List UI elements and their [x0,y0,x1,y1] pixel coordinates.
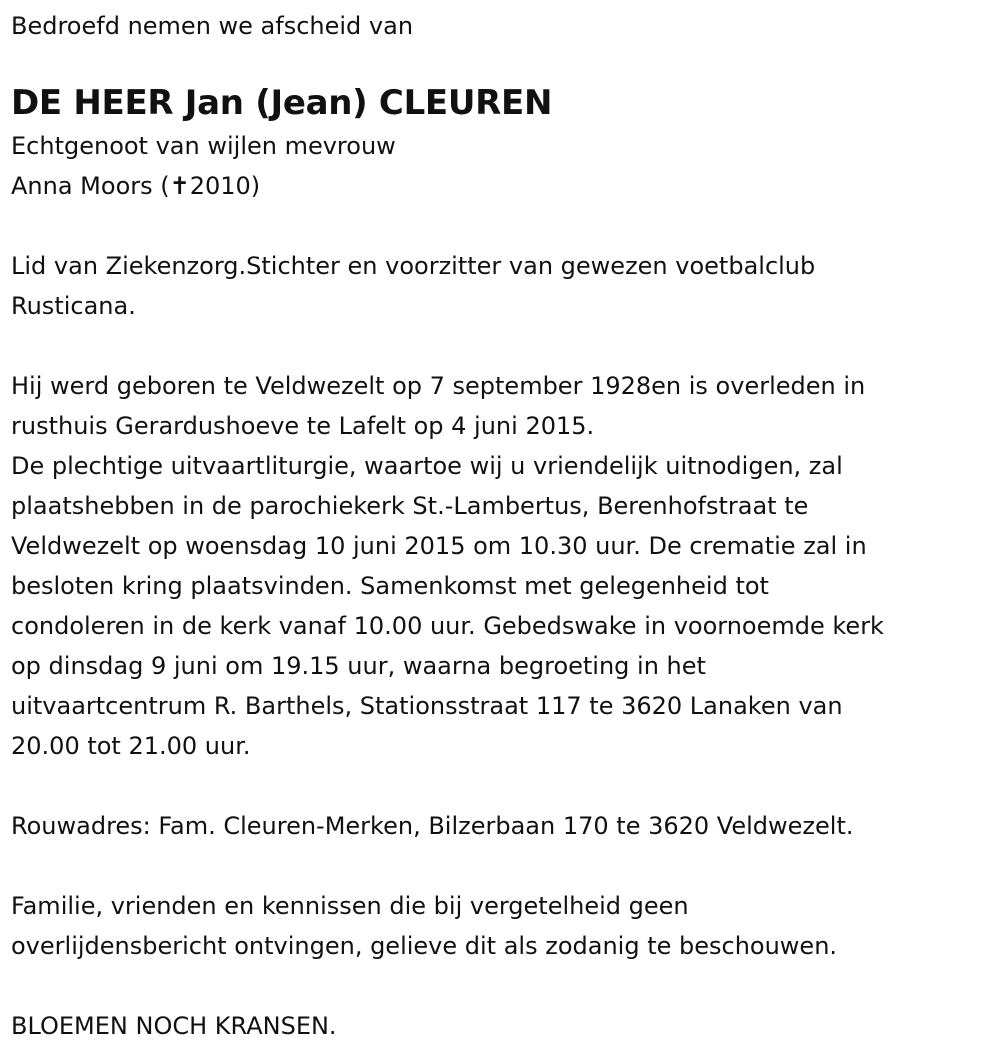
mourning-address: Rouwadres: Fam. Cleuren-Merken, Bilzerbaan 170 te 3620 Veldwezelt. [11,812,854,840]
spacer [11,326,1000,366]
spacer [11,846,1000,886]
details-line: rusthuis Gerardushoeve te Lafelt op 4 juni 2015. [11,412,595,440]
intro-text: Bedroefd nemen we afscheid van [11,12,414,40]
spouse-line-2: Anna Moors (✝2010) [11,172,261,200]
membership-paragraph [11,246,1000,326]
details-line: Veldwezelt op woensdag 10 juni 2015 om 10.30 uur. De crematie zal in [11,532,867,560]
details-line: uitvaartcentrum R. Barthels, Stationsstraat 117 te 3620 Lanaken van [11,692,843,720]
notice-line: overlijdensbericht ontvingen, gelieve dit als zodanig te beschouwen. [11,932,838,960]
spacer [11,966,1000,1006]
membership-line: Rusticana. [11,292,136,320]
details-line: plaatshebben in de parochiekerk St.-Lambertus, Berenhofstraat te [11,492,809,520]
details-line: 20.00 tot 21.00 uur. [11,732,251,760]
spacer [11,766,1000,806]
spouse-line-1: Echtgenoot van wijlen mevrouw [11,132,396,160]
spacer [11,206,1000,246]
details-line: De plechtige uitvaartliturgie, waartoe wij u vriendelijk uitnodigen, zal [11,452,843,480]
membership-line: Lid van Ziekenzorg.Stichter en voorzitter van gewezen voetbalclub [11,252,816,280]
details-paragraph [11,366,1000,766]
details-line: Hij werd geboren te Veldwezelt op 7 september 1928en is overleden in [11,372,866,400]
notice-paragraph [11,886,1000,966]
details-line: besloten kring plaatsvinden. Samenkomst met gelegenheid tot [11,572,769,600]
closing-text: BLOEMEN NOCH KRANSEN. [11,1012,337,1040]
notice-line: Familie, vrienden en kennissen die bij vergetelheid geen [11,892,689,920]
details-line: condoleren in de kerk vanaf 10.00 uur. Gebedswake in voornoemde kerk [11,612,884,640]
details-line: op dinsdag 9 juni om 19.15 uur, waarna begroeting in het [11,652,706,680]
deceased-name: DE HEER Jan (Jean) CLEUREN [11,83,553,123]
